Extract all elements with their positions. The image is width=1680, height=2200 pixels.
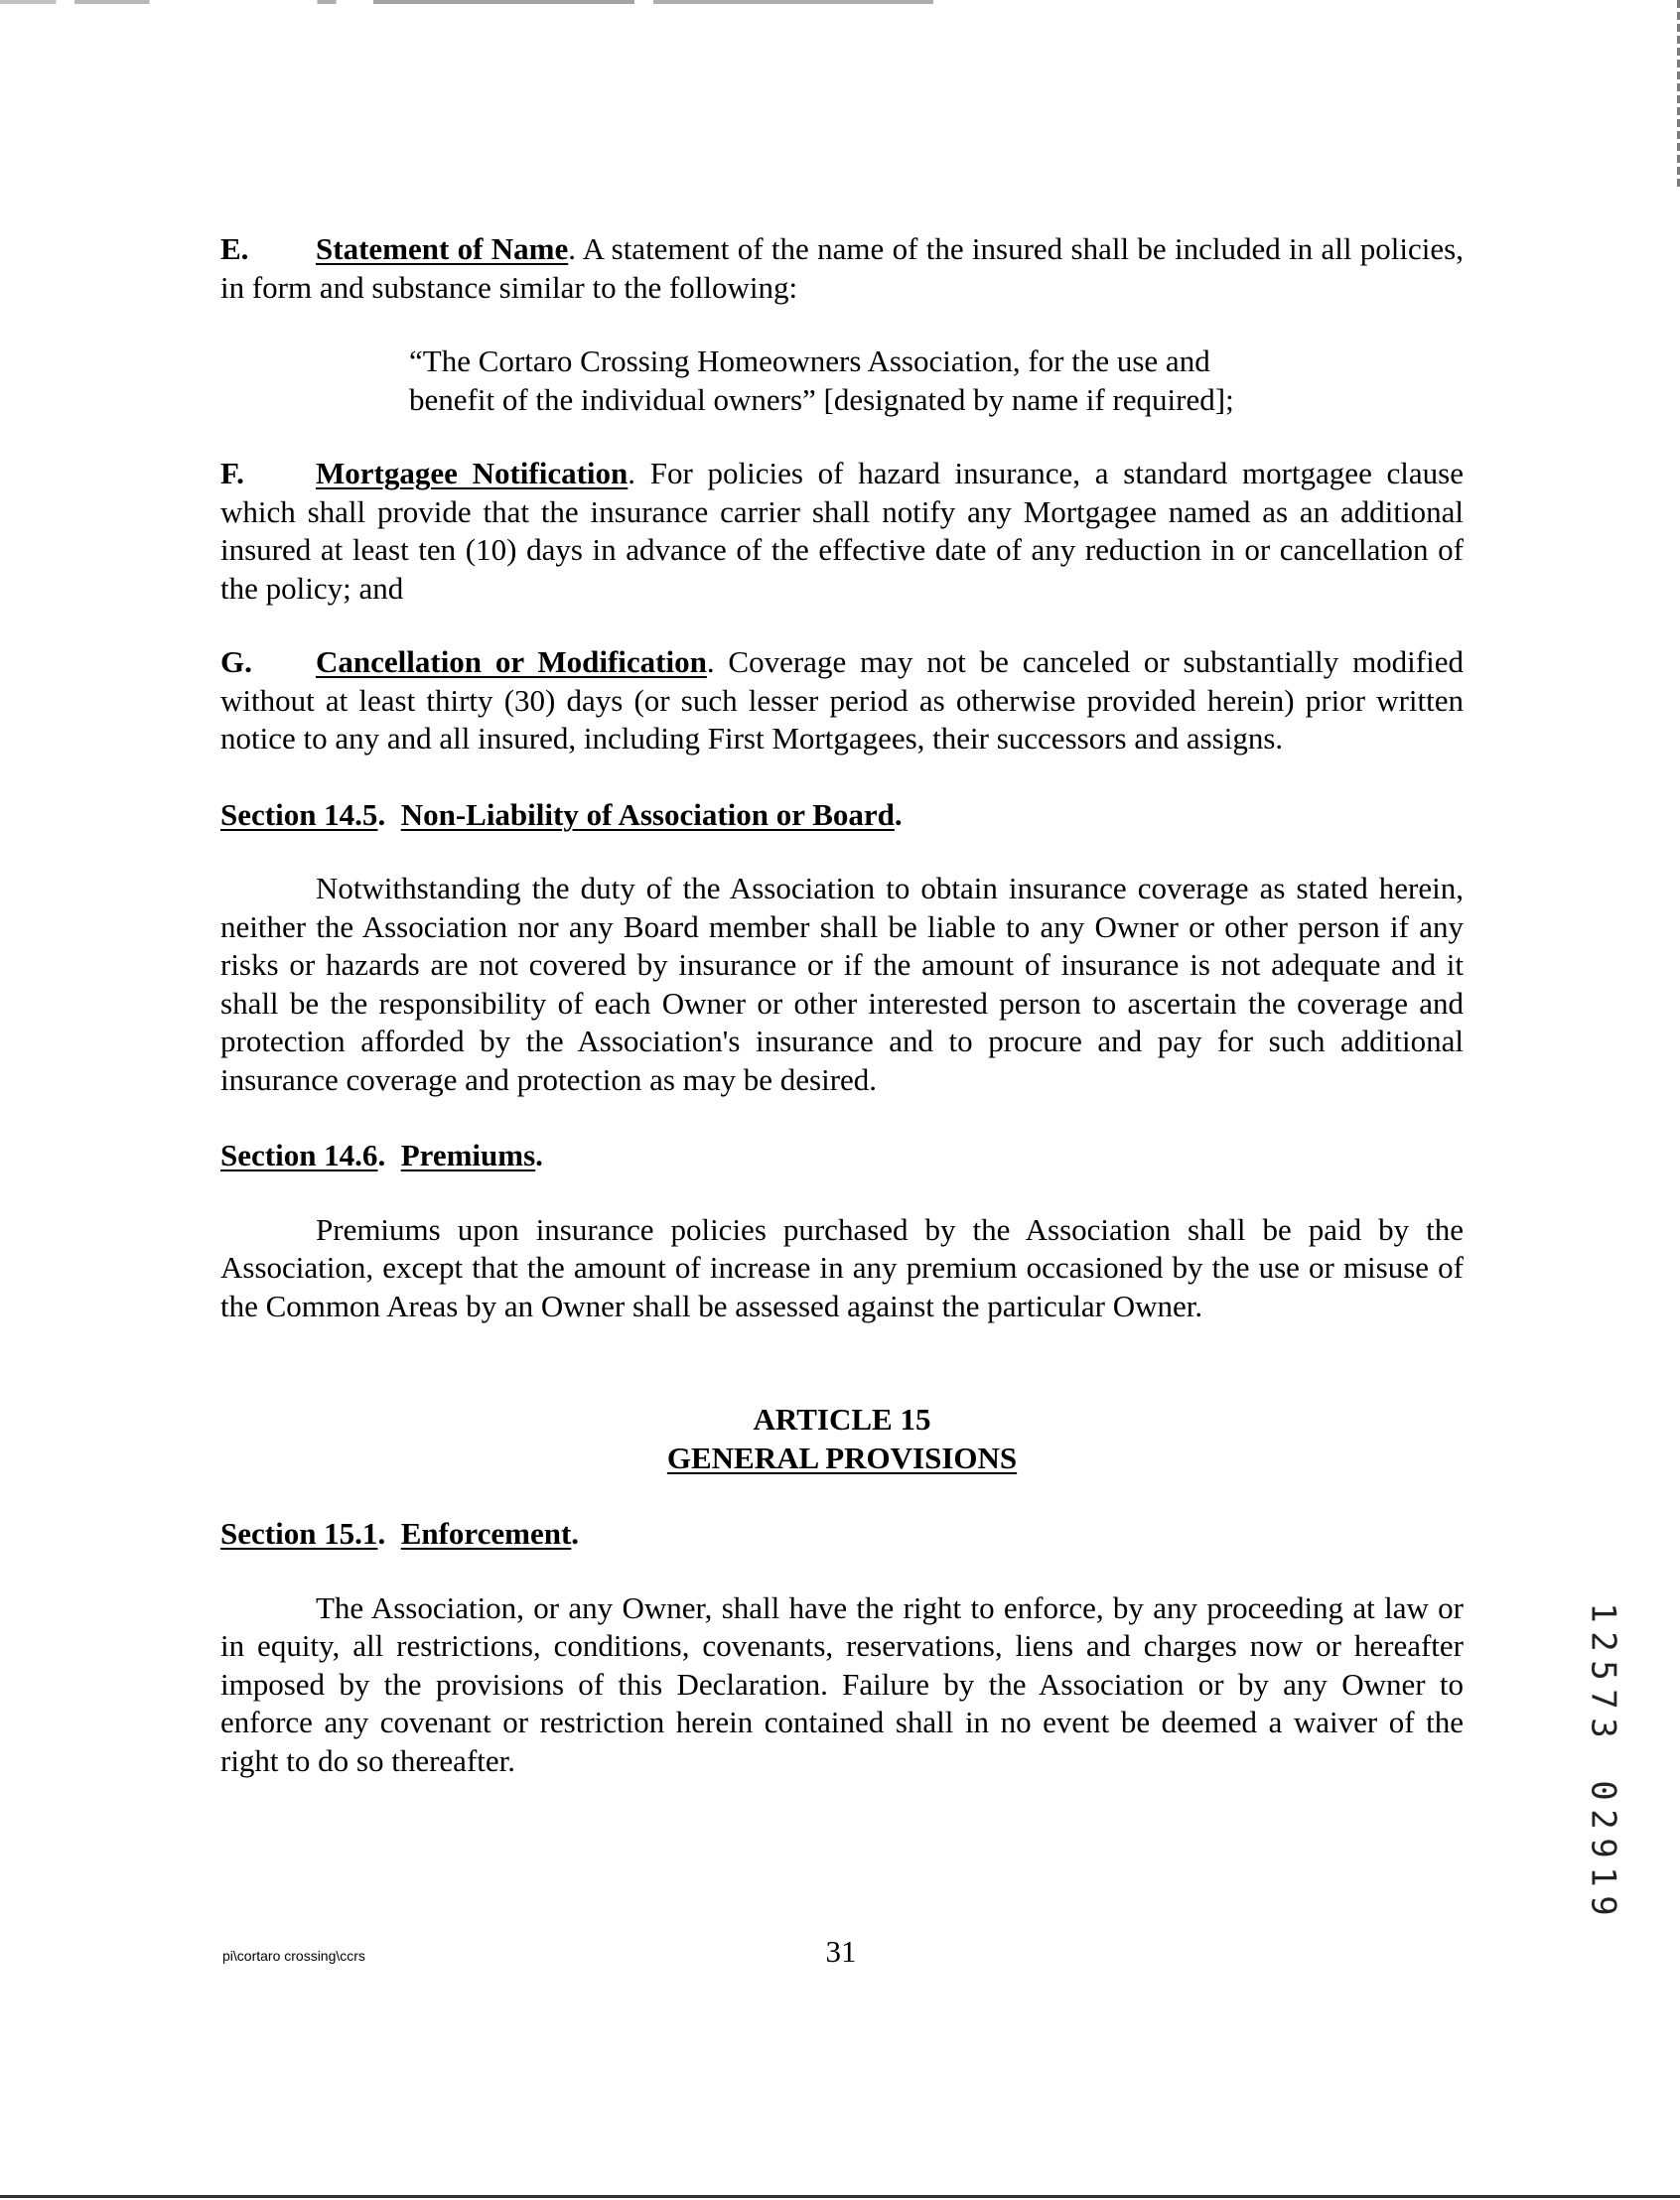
recording-stamp-number	[1581, 1598, 1624, 1920]
section-14-5-title: Non-Liability of Association or Board	[400, 796, 895, 832]
item-e-heading: Statement of Name	[316, 231, 569, 266]
stamp-digit: 7	[1583, 1689, 1623, 1710]
item-e-letter: E.	[220, 231, 249, 266]
item-g-paragraph	[220, 643, 1464, 758]
stamp-digit: 3	[1583, 1718, 1623, 1738]
quote-line-1: “The Cortaro Crossing Homeowners Association, for the use and	[409, 344, 1210, 378]
section-14-6-number: Section 14.6	[220, 1138, 378, 1172]
footer-file-path: pi\cortaro crossing\ccrs	[222, 1948, 365, 1964]
section-14-5-body: Notwithstanding the duty of the Association to obtain insurance coverage as stated herein, neither the Association nor any Board member shall be liable to any Owner or other person if any risks or hazards are not covered by insurance or if the amount of insurance is not adequate and it shall be the responsibility of each Owner or other interested person to ascertain the coverage and protection afforded by the Association's insurance and to procure and pay for such additional insurance coverage and protection as may be desired.	[220, 871, 1464, 1097]
item-e-text: . A statement of the name of the insured shall be included in all policies, in form and substance similar to the following:	[220, 231, 1464, 305]
page-number: 31	[825, 1934, 857, 1969]
scan-edge-bottom	[0, 2195, 1680, 2198]
stamp-digit: 2	[1583, 1631, 1623, 1652]
item-g-text: . Coverage may not be canceled or substantially modified without at least thirty (30) days (or such lesser period as otherwise provided herein) prior written notice to any and all insured, including First Mortgagees, their successors and assigns.	[220, 644, 1464, 756]
stamp-digit: 5	[1583, 1660, 1623, 1681]
section-14-6-heading: Section 14.6. Premiums.	[220, 1138, 543, 1172]
article-15-title: GENERAL PROVISIONS	[666, 1440, 1018, 1475]
insured-name-quote	[409, 343, 1303, 419]
section-14-5-heading: Section 14.5. Non-Liability of Association or Board.	[220, 796, 903, 832]
item-f-paragraph	[220, 455, 1464, 608]
stamp-digit: 1	[1583, 1602, 1623, 1623]
stamp-digit: 1	[1583, 1866, 1623, 1887]
item-g-heading: Cancellation or Modification	[316, 644, 707, 679]
section-15-1-number: Section 15.1	[220, 1516, 378, 1551]
section-14-5-number: Section 14.5	[220, 796, 378, 832]
section-15-1-title: Enforcement	[400, 1516, 572, 1551]
item-e-paragraph	[220, 230, 1464, 307]
article-15-label: ARTICLE 15	[753, 1402, 931, 1437]
section-14-6-title: Premiums	[400, 1138, 536, 1172]
scan-edge-top	[0, 0, 933, 4]
item-g-letter: G.	[220, 644, 252, 679]
item-f-text: . For policies of hazard insurance, a standard mortgagee clause which shall provide that the insurance carrier shall notify any Mortgagee named as an additional insured at least ten (10) days in advance of the effective date of any reduction in or cancellation of the policy; and	[220, 456, 1464, 606]
quote-line-2: benefit of the individual owners” [designated by name if required];	[409, 381, 1234, 417]
stamp-digit: 0	[1583, 1780, 1623, 1801]
item-f-letter: F.	[220, 456, 244, 490]
section-15-1-heading: Section 15.1. Enforcement.	[220, 1516, 580, 1551]
article-15-title-line	[220, 1440, 1464, 1478]
section-14-6-body: Premiums upon insurance policies purchased by the Association shall be paid by the Association, except that the amount of increase in any premium occasioned by the use or misuse of the Common Areas by an Owner shall be assessed against the particular Owner.	[220, 1211, 1464, 1323]
stamp-digit: 9	[1583, 1895, 1623, 1916]
stamp-digit: 2	[1583, 1809, 1623, 1830]
section-15-1-body: The Association, or any Owner, shall have the right to enforce, by any proceeding at law or in equity, all restrictions, conditions, covenants, reservations, liens and charges now or hereafter imposed by the provisions of this Declaration. Failure by the Association or by any Owner to enforce any covenant or restriction herein contained shall in no event be deemed a waiver of the right to do so thereafter.	[220, 1589, 1464, 1778]
item-f-heading: Mortgagee Notification	[316, 456, 629, 490]
document-page	[220, 230, 1464, 1780]
stamp-digit: 9	[1583, 1838, 1623, 1858]
